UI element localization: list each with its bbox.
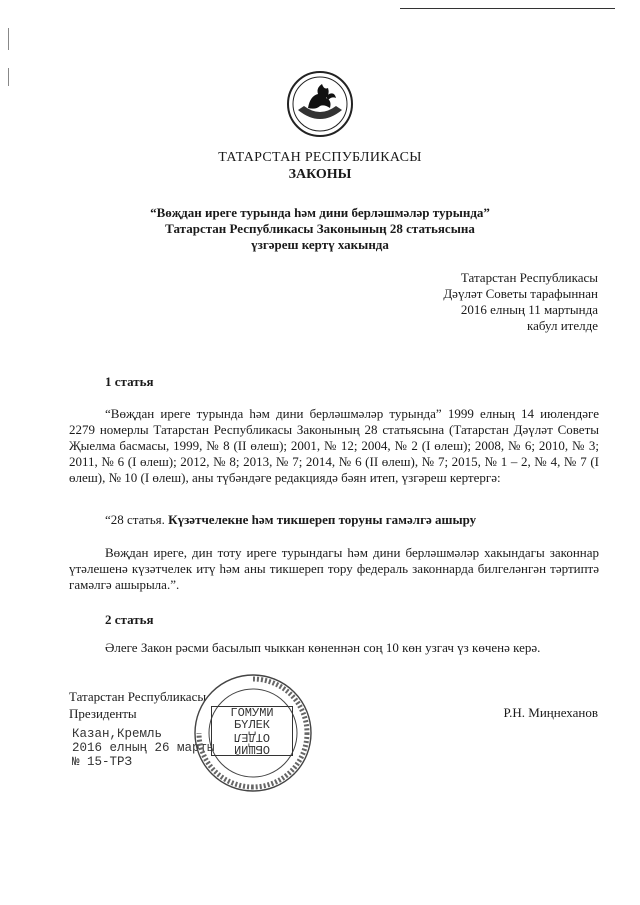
subtitle-line: үзгәреш кертү хакында: [251, 237, 389, 252]
republic-title: ТАТАРСТАН РЕСПУБЛИКАСЫ: [218, 150, 422, 165]
issue-place: Казан,Кремль: [72, 727, 163, 741]
stamp-line: БҮЛЕК: [233, 718, 270, 732]
stamp-line: ГОМУМИ: [230, 706, 274, 720]
scan-mark: [8, 28, 9, 50]
general-department-stamp: [211, 706, 293, 756]
article-2-text: [69, 640, 599, 656]
position-line: Президенты: [69, 706, 137, 721]
article-28-title: [105, 512, 476, 528]
law-title: ЗАКОНЫ: [288, 167, 352, 182]
article-28-name: Күзәтчелекне һәм тикшереп торуны гамәлгә ашыру: [168, 512, 477, 527]
article-1-body: “Вөҗдан иреге турында һәм дини берләшмәләр турында” 1999 елның 14 июлендәге 2279 номерлы Татарстан Республикасы Законының 28 статьясына (Татарстан Дәүләт Советы Җыелма басмасы, 1999, № 8 (II өлеш); 2001, № 12; 2004, № 2 (I өлеш); 2008, № 6; 2010, № 3; 2011, № 6 (I өлеш); 2012, № 8; 2013, № 7; 2014, № 6 (II өлеш), № 7; 2015, № 1 – 2, № 4, № 7 (I өлеш), № 10 (I өлеш), аны түбәндәге редакциядә бәян итеп, үзгәреш кертергә:: [69, 406, 599, 485]
article-28-prefix: “28 статья.: [105, 512, 169, 527]
issue-date: 2016 елның 26 марты: [72, 741, 215, 755]
stamp-line: [212, 731, 292, 755]
issue-number: № 15-ТРЗ: [72, 755, 133, 769]
subtitle-line: “Вөҗдан иреге турында һәм дини берләшмәләр турында”: [150, 205, 490, 220]
article-28-body: Вөҗдан иреге, дин тоту иреге турындагы һәм дини берләшмәләр хакындагы законнар үтәлешенә күзәтчелек итү һәм аны тикшереп тору федераль законнарда билгеләнгән тәртиптә гамәлгә ашырыла.”.: [69, 545, 599, 592]
adoption-line: кабул ителде: [527, 318, 598, 333]
stamp-line-flipped: ОТДЕЛ: [234, 730, 271, 744]
article-28-text: [69, 545, 599, 593]
top-rule: [400, 8, 615, 9]
adoption-line: Дәүләт Советы тарафыннан: [443, 286, 598, 301]
adoption-note: [443, 270, 598, 334]
signatory-name: Р.Н. Миңнеханов: [503, 705, 598, 720]
stamp-line-flipped: ОБЩИЙ: [234, 742, 271, 756]
adoption-line: 2016 елның 11 мартында: [460, 302, 598, 317]
law-subtitle: [0, 205, 640, 253]
adoption-line: Татарстан Республикасы: [460, 270, 598, 285]
subtitle-line: Татарстан Республикасы Законының 28 статьясына: [165, 221, 475, 236]
article-1-heading: 1 статья: [105, 374, 154, 389]
article-2-body: Әлеге Закон рәсми басылып чыккан көненнән соң 10 көн узгач үз көченә керә.: [105, 640, 541, 655]
article-1-text: [69, 406, 599, 486]
coat-of-arms-emblem: [286, 70, 354, 138]
article-2-heading: 2 статья: [105, 612, 154, 627]
signatory-position: [69, 688, 206, 722]
position-line: Татарстан Республикасы: [69, 689, 207, 704]
scan-mark: [8, 68, 9, 86]
